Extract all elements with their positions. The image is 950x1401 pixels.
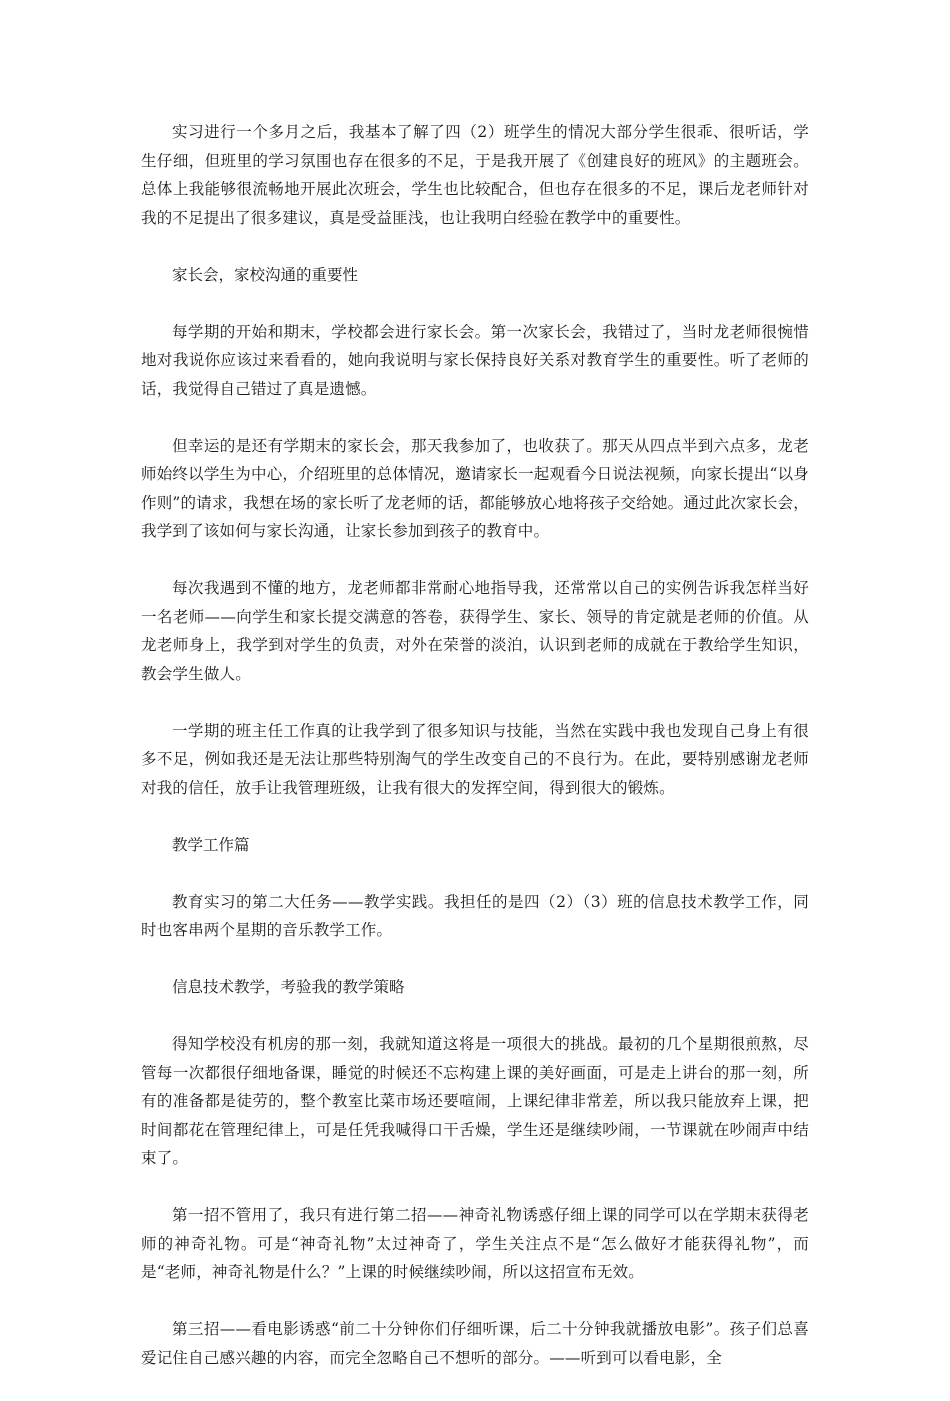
paragraph-third-strategy: 第三招——看电影诱惑“前二十分钟你们仔细听课，后二十分钟我就播放电影”。孩子们总喜爱记住自己感兴趣的内容，而完全忽略自己不想听的部分。——听到可以看电影，全 xyxy=(141,1320,809,1367)
section-heading-parent-meeting: 家长会，家校沟通的重要性 xyxy=(172,265,359,284)
paragraph-teaching-practice: 教育实习的第二大任务——教学实践。我担任的是四（2）（3）班的信息技术教学工作，同时也客串两个星期的音乐教学工作。 xyxy=(141,892,809,939)
section-heading-teaching: 教学工作篇 xyxy=(172,835,250,854)
paragraph-second-strategy: 第一招不管用了，我只有进行第二招——神奇礼物诱惑仔细上课的同学可以在学期末获得老师的神奇礼物。可是“神奇礼物”太过神奇了，学生关注点不是“怎么做好才能获得礼物”，而是“老师，神奇礼物是什么？”上课的时候继续吵闹，所以这招宣布无效。 xyxy=(141,1206,809,1281)
paragraph-class-meeting: 实习进行一个多月之后，我基本了解了四（2）班学生的情况大部分学生很乖、很听话，学生仔细，但班里的学习氛围也存在很多的不足，于是我开展了《创建良好的班风》的主题班会。总体上我能够很流畅地开展此次班会，学生也比较配合，但也存在很多的不足，课后龙老师针对我的不足提出了很多建议，真是受益匪浅，也让我明白经验在教学中的重要性。 xyxy=(141,123,809,227)
paragraph-teacher-guidance: 每次我遇到不懂的地方，龙老师都非常耐心地指导我，还常常以自己的实例告诉我怎样当好一名老师——向学生和家长提交满意的答卷，获得学生、家长、领导的肯定就是老师的价值。从龙老师身上，我学到对学生的负责，对外在荣誉的淡泊，认识到老师的成就在于教给学生知识，教会学生做人。 xyxy=(141,579,809,683)
document-page xyxy=(141,118,809,1401)
paragraph-class-teacher-summary: 一学期的班主任工作真的让我学到了很多知识与技能，当然在实践中我也发现自己身上有很多不足，例如我还是无法让那些特别淘气的学生改变自己的不良行为。在此，要特别感谢龙老师对我的信任，放手让我管理班级，让我有很大的发挥空间，得到很大的锻炼。 xyxy=(141,721,809,797)
paragraph-term-end-parent-meeting: 但幸运的是还有学期末的家长会，那天我参加了，也收获了。那天从四点半到六点多，龙老师始终以学生为中心，介绍班里的总体情况，邀请家长一起观看今日说法视频，向家长提出“以身作则”的请求，我想在场的家长听了龙老师的话，都能够放心地将孩子交给她。通过此次家长会，我学到了该如何与家长沟通，让家长参加到孩子的教育中。 xyxy=(141,436,809,540)
section-heading-it-teaching: 信息技术教学，考验我的教学策略 xyxy=(172,978,405,996)
paragraph-no-computer-room: 得知学校没有机房的那一刻，我就知道这将是一项很大的挑战。最初的几个星期很煎熬，尽管每一次都很仔细地备课，睡觉的时候还不忘构建上课的美好画面，可是走上讲台的那一刻，所有的准备都是徒劳的，整个教室比菜市场还要喧闹，上课纪律非常差，所以我只能放弃上课，把时间都花在管理纪律上，可是任凭我喊得口干舌燥，学生还是继续吵闹，一节课就在吵闹声中结束了。 xyxy=(141,1035,809,1167)
paragraph-first-parent-meeting: 每学期的开始和期末，学校都会进行家长会。第一次家长会，我错过了，当时龙老师很惋惜地对我说你应该过来看看的，她向我说明与家长保持良好关系对教育学生的重要性。听了老师的话，我觉得自己错过了真是遗憾。 xyxy=(141,322,809,398)
